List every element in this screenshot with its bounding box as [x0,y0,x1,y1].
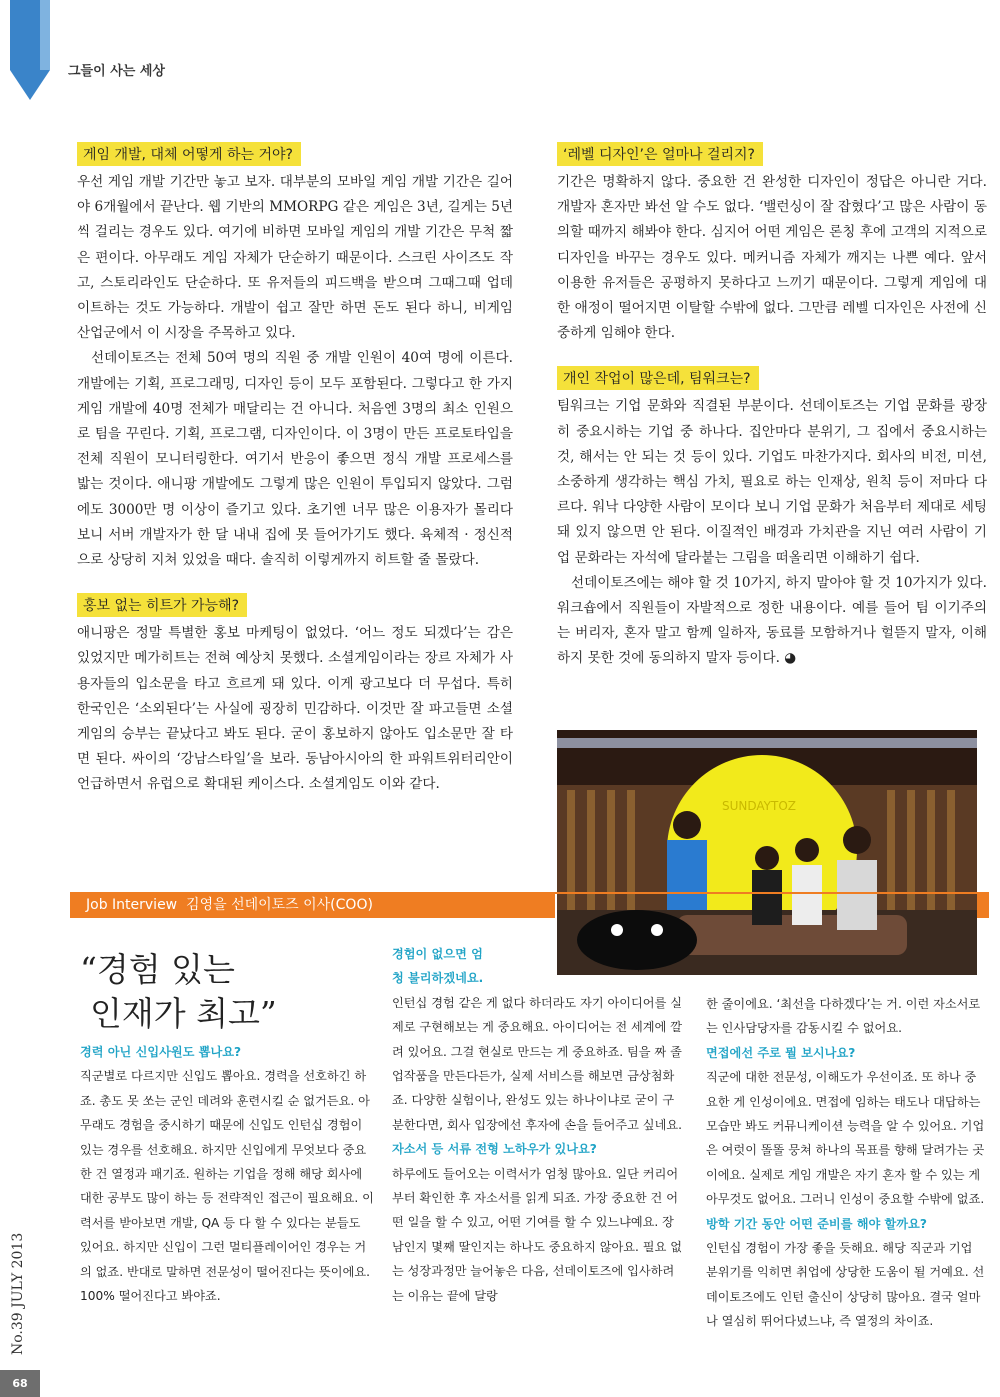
interview-answer: 한 줄이에요. ‘최선을 다하겠다’는 거. 이런 자소서로는 인사담당자를 감동시킬 수 없어요. [706,997,981,1036]
interview-headline: “경험 있는 인재가 최고” [80,950,277,1033]
banner-rule [555,892,977,894]
interview-column-2 [392,942,682,1308]
interview-question: 면접에선 주로 뭘 보시나요? [706,1045,856,1060]
interview-column-3 [706,992,986,1334]
interview-question: 방학 기간 동안 어떤 준비를 해야 할까요? [706,1216,927,1231]
office-photo [557,730,977,975]
article-column-right [557,142,987,692]
wall-sign-text: SUNDAYTOZ [722,799,797,813]
interview-column-1 [80,1040,375,1308]
article-paragraph: 우선 게임 개발 기간만 놓고 보자. 대부분의 모바일 게임 개발 기간은 길어야 6개월에서 끝난다. 웹 기반의 MMORPG 같은 게임은 3년, 길게는 5년씩 걸리는 경우도 있다. 여기에 비하면 모바일 게임의 개발 기간은 무척 짧은 편이다. 아무래도 게임 자체가 단순하기 때문이다. 스크린 사이즈도 작고, 스토리라인도 단순하다. 또 유저들의 피드백을 받으며 그때그때 업데이트하는 것도 가능하다. 개발이 쉽고 잘만 하면 돈도 된다 하니, 비게임 산업군에서 이 시장을 주목하고 있다. [77,174,513,342]
question-heading: 게임 개발, 대체 어떻게 하는 거야? [77,142,301,166]
interview-answer: 하루에도 들어오는 이력서가 엄청 많아요. 일단 커리어부터 확인한 후 자소서를 읽게 되죠. 가장 중요한 건 어떤 일을 할 수 있고, 어떤 기여를 할 수 있느냐예요. 장남인지 몇째 딸인지는 하나도 중요하지 않아요. 필요 없는 성장과정만 늘어놓은 다음, 선데이토즈에 입사하려는 이유는 끝에 달랑 [392,1166,683,1303]
job-interview-banner: Job Interview 김영을 선데이토즈 이사(COO) [70,892,555,918]
article-paragraph: 애니팡은 정말 특별한 홍보 마케팅이 없었다. ‘어느 정도 되겠다’는 감은 있었지만 메가히트는 전혀 예상치 못했다. 소셜게임이라는 장르 자체가 사용자들의 입소문을 타고 흐르게 돼 있다. 이게 광고보다 더 무섭다. 특히 한국인은 ‘소외된다’는 사실에 굉장히 민감하다. 이것만 잘 파고들면 소셜게임의 승부는 끝났다고 봐도 된다. 굳이 홍보하지 않아도 입소문만 잘 타면 된다. 싸이의 ‘강남스타일’을 보라. 동남아시아의 한 파워트위터리안이 언급하면서 유럽으로 확대된 케이스다. 소셜게임도 이와 같다. [77,625,513,793]
article-paragraph: 선데이토즈는 전체 50여 명의 직원 중 개발 인원이 40여 명에 이른다. 개발에는 기획, 프로그래밍, 디자인 등이 모두 포함된다. 그렇다고 한 가지 게임 개발에 40명 전체가 매달리는 건 아니다. 처음엔 3명의 최소 인원으로 팀을 꾸린다. 기획, 프로그램, 디자인이다. 이 3명이 만든 프로토타입을 전체 직원이 모니터링한다. 여기서 반응이 좋으면 정식 개발 프로세스를 밟는 것이다. 애니팡 개발에도 그렇게 많은 인원이 투입되지 않았다. 그럼에도 3000만 명 이상이 즐기고 있다. 초기엔 너무 많은 이용자가 몰리다 보니 서버 개발자가 한 달 내내 집에 못 들어가기도 했다. 육체적 · 정신적으로 상당히 지쳐 있었을 때다. 솔직히 이렇게까지 히트할 줄 몰랐다. [77,350,513,569]
page-number: 68 [0,1370,40,1397]
article-paragraph: 기간은 명확하지 않다. 중요한 건 완성한 디자인이 정답은 아니란 거다. 개발자 혼자만 봐선 알 수도 없다. ‘밸런싱이 잘 잡혔다’고 많은 사람이 동의할 때까지 해봐야 한다. 심지어 어떤 게임은 론칭 후에 고객의 지적으로 디자인을 바꾸는 경우도 있다. 메커니즘 자체가 깨지는 나쁜 예다. 앞서 이용한 유저들은 공평하지 못하다고 느끼기 때문이다. 그렇게 게임에 대한 애정이 떨어지면 이탈할 수밖에 없다. 그만큼 레벨 디자인은 사전에 신중하게 임해야 한다. [557,174,987,342]
article-paragraph: 팀워크는 기업 문화와 직결된 부분이다. 선데이토즈는 기업 문화를 광장히 중요시하는 기업 중 하나다. 집안마다 분위기, 그 집에서 중요시하는 것, 해서는 안 되는 것 등이 있다. 기업도 마찬가지다. 회사의 비전, 미션, 소중하게 생각하는 핵심 가치, 필요로 하는 인재상, 원칙 등이 저마다 다르다. 워낙 다양한 사람이 모이다 보니 기업 문화가 처음부터 제대로 세팅돼 있지 않으면 안 된다. 이질적인 배경과 가치관을 지닌 여러 사람이 기업 문화라는 자석에 달라붙는 그림을 떠올리면 이해하기 쉽다. [557,398,987,566]
issue-label: No.39 JULY 2013 [10,1232,26,1355]
interview-answer: 인턴십 경험 같은 게 없다 하더라도 자기 아이디어를 실제로 구현해보는 게 중요해요. 아이디어는 전 세계에 깔려 있어요. 그걸 현실로 만드는 게 중요하죠. 팀을 짜 졸업작품을 만든다든가, 실제 서비스를 해보면 금상첨화죠. 다양한 실험이나, 완성도 있는 하나이냐로 굳이 구분한다면, 회사 입장에선 후자에 손을 들어주고 싶네요. [392,995,683,1132]
question-heading: 개인 작업이 많은데, 팀워크는? [557,366,759,390]
interview-answer: 인턴십 경험이 가장 좋을 듯해요. 해당 직군과 기업 분위기를 익히면 취업에 상당한 도움이 될 거예요. 선데이토즈에도 인턴 출신이 상당히 많아요. 결국 얼마나 열심히 뛰어다녔느냐, 즉 열정의 차이죠. [706,1241,985,1329]
interview-question: 경력 아닌 신입사원도 뽑나요? [80,1045,242,1059]
banner-accent [977,892,989,918]
article-column-left [77,142,513,818]
interview-question: 자소서 등 서류 전형 노하우가 있나요? [392,1142,597,1157]
section-title: 그들이 사는 세상 [68,64,165,79]
interview-question: 경험이 없으면 엄청 불리하겠네요. [392,947,484,986]
interviewee-name: 김영을 선데이토즈 이사(COO) [186,897,373,913]
interview-answer: 직군별로 다르지만 신입도 뽑아요. 경력을 선호하긴 하죠. 총도 못 쏘는 군인 데려와 훈련시킬 순 없거든요. 아무래도 경험을 중시하기 때문에 신입도 인턴십 경험이 있는 경우를 선호해요. 하지만 신입에게 무엇보다 중요한 건 열정과 패기죠. 원하는 기업을 정해 해당 회사에 대한 공부도 많이 하는 등 전략적인 접근이 필요해요. 이력서를 받아보면 개발, QA 등 다 할 수 있다는 분들도 있어요. 하지만 신입이 그런 멀티플레이어인 경우는 거의 없죠. 반대로 말하면 전문성이 떨어진다는 뜻이에요. 100% 떨어진다고 봐야죠. [80,1069,374,1304]
chapter-marker-icon [0,0,60,110]
article-paragraph: 선데이토즈에는 해야 할 것 10가지, 하지 말아야 할 것 10가지가 있다. 워크숍에서 직원들이 자발적으로 정한 내용이다. 예를 들어 팀 이기주의는 버리자, 혼자 말고 함께 일하자, 동료를 모함하거나 헐뜯지 말자, 이해하지 못한 것에 동의하지 말자 등이다. ◕ [557,574,987,667]
interview-answer: 직군에 대한 전문성, 이해도가 우선이죠. 또 하나 중요한 게 인성이에요. 면접에 임하는 태도나 대답하는 모습만 봐도 커뮤니케이션 능력을 알 수 있어요. 기업은 여럿이 똘똘 뭉쳐 하나의 목표를 향해 달려가는 곳이에요. 실제로 게임 개발은 자기 혼자 할 수 있는 게 아무것도 없어요. 그러니 인성이 중요할 수밖에 없죠. [706,1070,985,1207]
question-heading: ‘레벨 디자인’은 얼마나 걸리지? [557,142,763,166]
end-mark-icon: ◕ [784,650,797,667]
question-heading: 홍보 없는 히트가 가능해? [77,593,247,617]
